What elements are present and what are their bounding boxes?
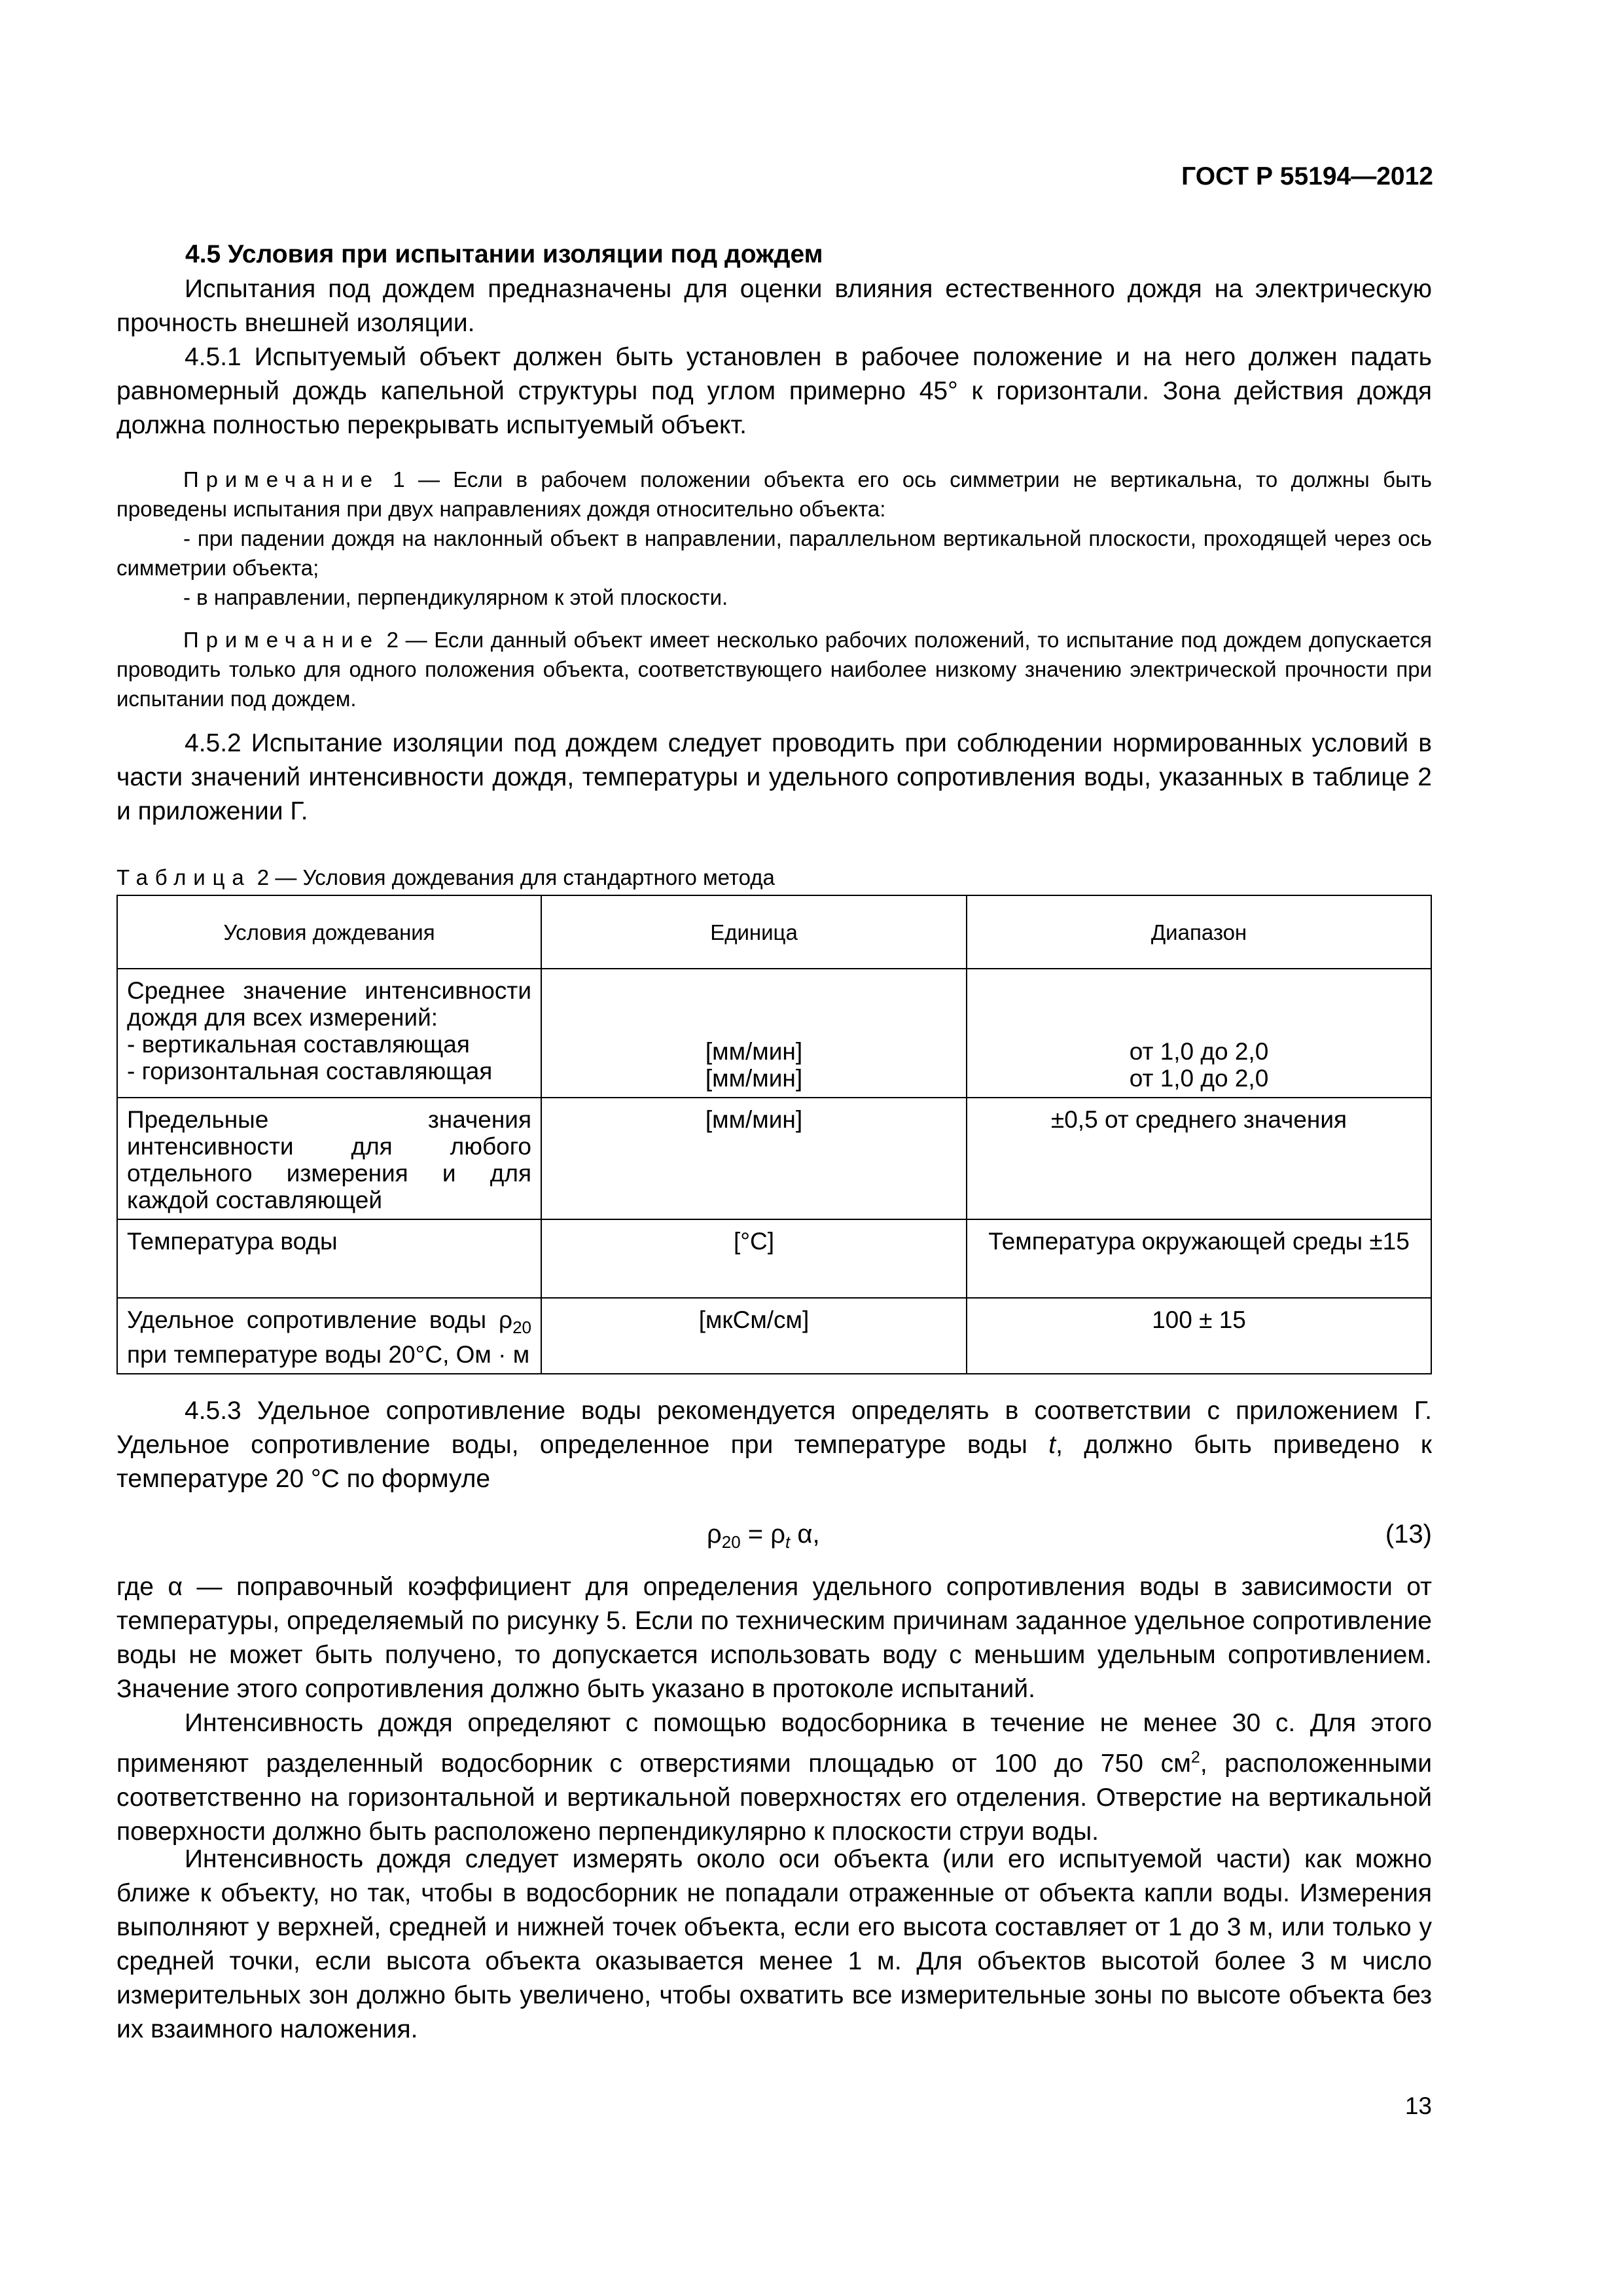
cell-line: Среднее значение интенсивности дождя для всех измерений: [127,977,531,1031]
cell-condition [117,969,541,1098]
formula-lhs-subscript: 20 [721,1532,741,1552]
cell-line: [мм/мин] [705,1038,803,1065]
formula-equals: = ρ [740,1520,786,1549]
table-header-row [117,895,1431,969]
cell-unit: [°С] [541,1219,967,1298]
paragraph-4-5-3 [116,1394,1432,1496]
paragraph-text: , должно быть приведено к температуре 20 °С по формуле [116,1431,1432,1493]
cell-line: от 1,0 до 2,0 [1129,1065,1269,1092]
intensity-paragraph [116,1706,1432,1849]
note-1-label: Примечание [183,467,380,492]
formula-lhs: ρ [707,1520,722,1549]
table-row [117,1219,1431,1298]
cell-line: [мм/мин] [705,1065,803,1092]
cell-text: при температуре воды 20°С, Ом · м [127,1341,530,1368]
cell-unit [541,969,967,1098]
table-row [117,969,1431,1098]
cell-condition: Предельные значения интенсивности для любого отдельного измерения и для каждой составляющей [117,1098,541,1219]
formula-rhs: α, [790,1520,820,1549]
note-2-text: 2 — Если данный объект имеет несколько рабочих положений, то испытание под дождем допускается проводить только для одного положения объекта, соответствующего наиболее низкому значению электрической прочности при испытании под дождем. [116,628,1432,711]
rain-conditions-table [116,895,1432,1374]
document-code: ГОСТ Р 55194—2012 [1181,162,1433,190]
table-caption [116,863,775,892]
note-2 [116,625,1432,713]
measure-paragraph: Интенсивность дождя следует измерять около оси объекта (или его испытуемой части) как можно ближе к объекту, но так, чтобы в водосборник не попадали отраженные от объекта капли воды. Измерения выполняют у верхней, средней и нижней точек объекта, если его высота составляет от 1 до 3 м, или только у средней точки, если высота объекта оказывается менее 1 м. Для объектов высотой более 3 м число измерительных зон должно быть увеличено, чтобы охватить все измерительные зоны по высоте объекта без их взаимного наложения. [116,1845,1432,2043]
note-1-item-2: - в направлении, перпендикулярном к этой плоскости. [183,585,728,609]
header-range: Диапазон [967,895,1431,969]
paragraph-text: Интенсивность дождя определяют с помощью водосборника в течение не менее 30 с. Для этого применяют разделенный водосборник с отверстиями площадью от 100 до 750 см [116,1709,1432,1778]
cell-condition: Температура воды [117,1219,541,1298]
formula-13 [707,1517,820,1559]
intro-paragraph: Испытания под дождем предназначены для оценки влияния естественного дождя на электрическую прочность внешней изоляции. [116,275,1432,337]
table-caption-label: Таблица [116,865,251,889]
paragraph-4-5-1: 4.5.1 Испытуемый объект должен быть установлен в рабочее положение и на него должен падать равномерный дождь капельной структуры под углом примерно 45° к горизонтали. Зона действия дождя должна полностью перекрывать испытуемый объект. [116,343,1432,439]
cell-line: - вертикальная составляющая [127,1031,470,1058]
header-unit: Единица [541,895,967,969]
table-row [117,1098,1431,1219]
section-heading: 4.5 Условия при испытании изоляции под дождем [185,240,823,268]
header-conditions: Условия дождевания [117,895,541,969]
formula-rhs-subscript: t [785,1532,791,1552]
cell-line: от 1,0 до 2,0 [1129,1038,1269,1065]
note-1-text: 1 — Если в рабочем положении объекта его ось симметрии не вертикальна, то должны быть проведены испытания при двух направлениях дождя относительно объекта: [116,467,1432,521]
superscript: 2 [1190,1748,1200,1767]
note-2-label: Примечание [183,628,380,652]
table-row [117,1298,1431,1374]
table-caption-text: 2 — Условия дождевания для стандартного метода [251,865,775,889]
variable-t: t [1048,1431,1056,1459]
cell-unit: [мм/мин] [541,1098,967,1219]
paragraph-4-5-2: 4.5.2 Испытание изоляции под дождем следует проводить при соблюдении нормированных условий в части значений интенсивности дождя, температуры и удельного сопротивления воды, указанных в таблице 2 и приложении Г. [116,729,1432,825]
cell-unit: [мкСм/см] [541,1298,967,1374]
note-1-item-1: - при падении дождя на наклонный объект в направлении, параллельном вертикальной плоскости, проходящей через ось симметрии объекта; [116,526,1432,580]
cell-range: 100 ± 15 [967,1298,1431,1374]
cell-text: Удельное сопротивление воды ρ [127,1306,513,1333]
cell-range [967,969,1431,1098]
paragraph-text: 4.5.3 Удельное сопротивление воды рекомендуется определять в соответствии с приложением Г. Удельное сопротивление воды, определенное при температуре воды [116,1397,1432,1459]
cell-range: Температура окружающей среды ±15 [967,1219,1431,1298]
where-paragraph: где α — поправочный коэффициент для определения удельного сопротивления воды в зависимости от температуры, определяемый по рисунку 5. Если по техническим причинам заданное удельное сопротивление воды не может быть получено, то допускается использовать воду с меньшим удельным сопротивлением. Значение этого сопротивления должно быть указано в протоколе испытаний. [116,1573,1432,1703]
cell-range: ±0,5 от среднего значения [967,1098,1431,1219]
cell-condition [117,1298,541,1374]
page-number: 13 [1404,2092,1432,2119]
formula-number: (13) [1385,1520,1432,1549]
note-1 [116,465,1432,524]
subscript: 20 [512,1318,531,1337]
cell-line: - горизонтальная составляющая [127,1058,493,1085]
paragraph-text: , расположенными соответственно на горизонтальной и вертикальной поверхностях его отделения. Отверстие на вертикальной поверхности должно быть расположено перпендикулярно к плоскости струи воды. [116,1749,1432,1846]
